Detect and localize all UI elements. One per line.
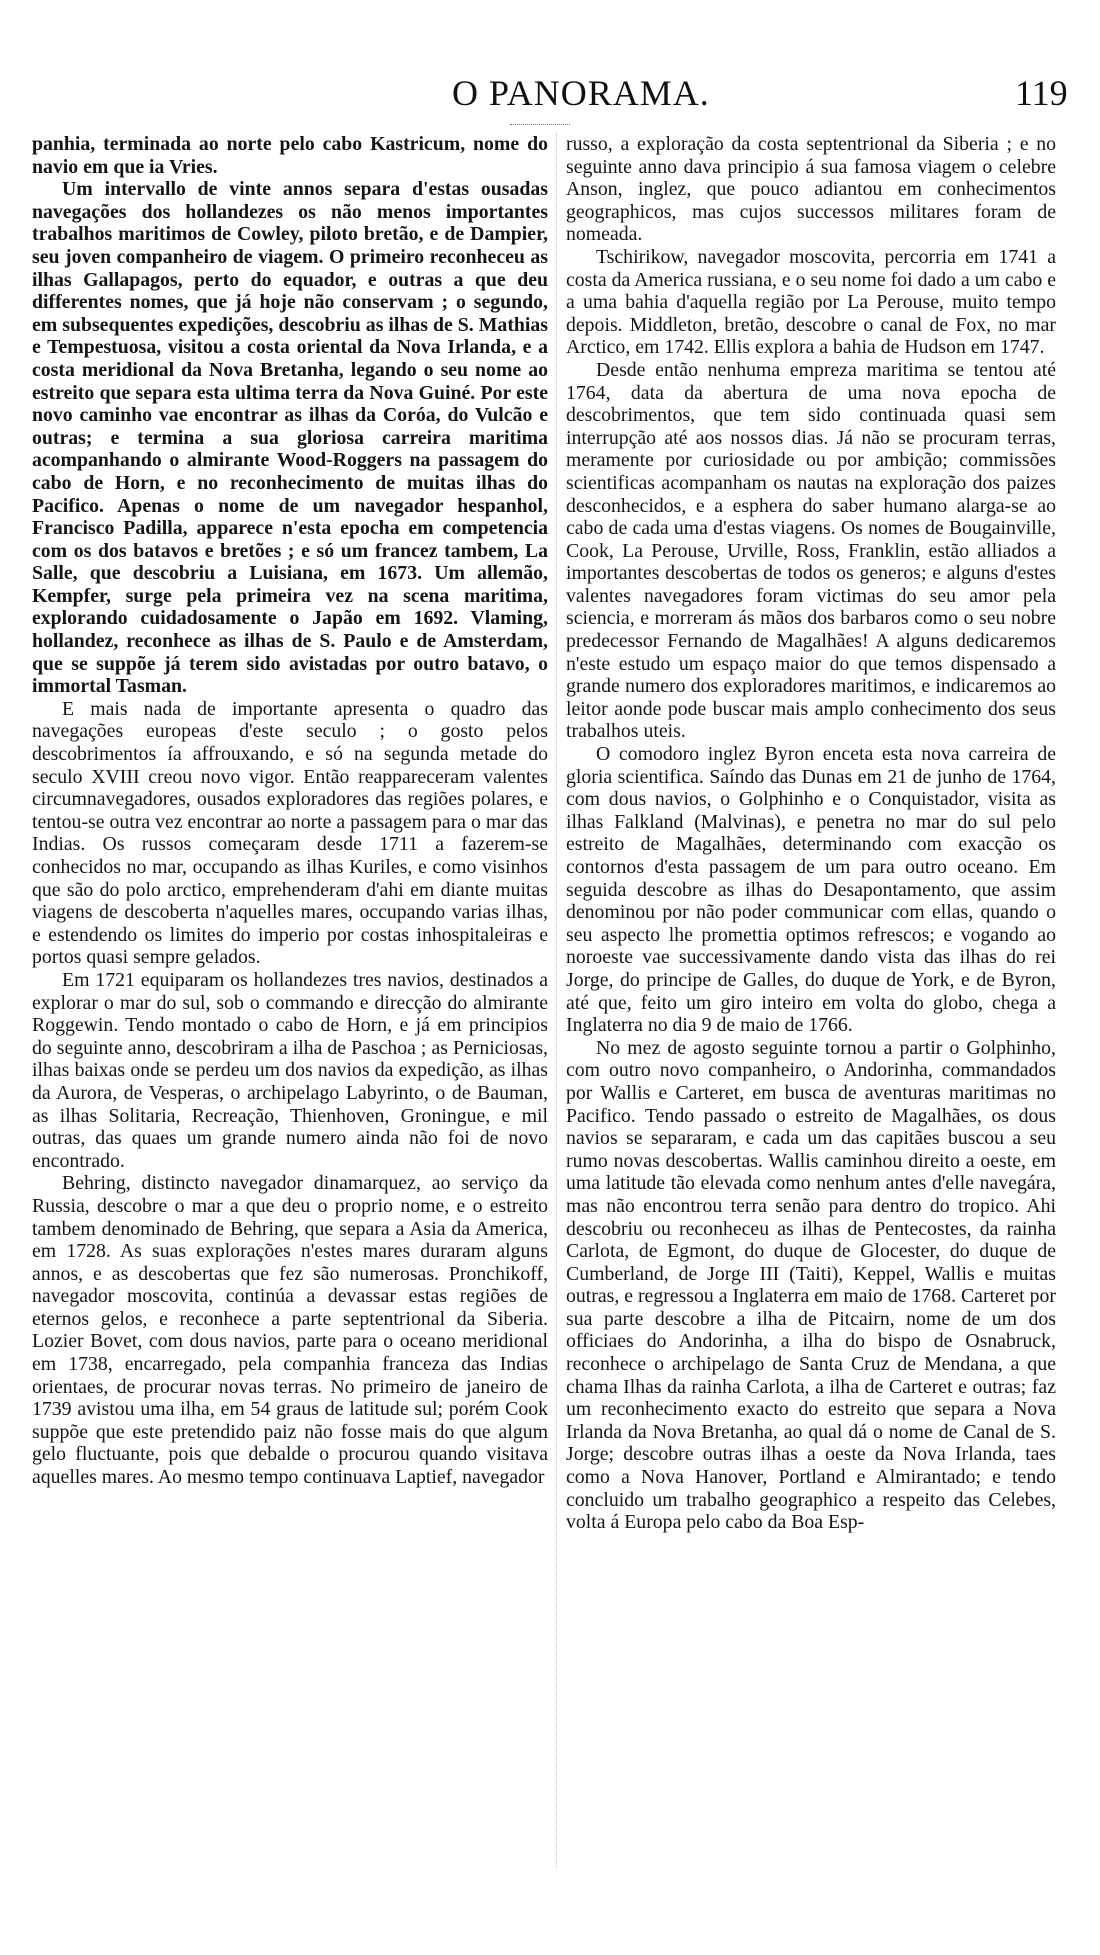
- paragraph: Tschirikow, navegador moscovita, percorria em 1741 a costa da America russiana, e o seu nome foi dado a um cabo e a uma bahia d'aquella região por La Perouse, muito tempo depois. Middleton, bretão, descobre o canal de Fox, no mar Arctico, em 1742. Ellis explora a bahia de Hudson em 1747.: [566, 245, 1056, 359]
- paragraph: O comodoro inglez Byron enceta esta nova carreira de gloria scientifica. Saíndo das Dunas em 21 de junho de 1764, com dous navios, o Golphinho e o Conquistador, visita as ilhas Falkland (Malvinas), e penetra no mar do sul pelo estreito de Magalhães, determinando com exacção os contornos d'esta passagem de um para outro oceano. Em seguida descobre as ilhas do Desapontamento, que assim denominou por não poder communicar com ellas, quando o seu aspecto lhe promettia optimos refrescos; e vogando ao noroeste vae successivamente dando vista das ilhas do rei Jorge, do principe de Galles, do duque de York, e de Byron, até que, feito um giro inteiro em volta do globo, chega a Inglaterra no dia 9 de maio de 1766.: [566, 743, 1056, 1037]
- paragraph: Behring, distincto navegador dinamarquez, ao serviço da Russia, descobre o mar a que deu o proprio nome, e o estreito tambem denominado de Behring, que separa a Asia da America, em 1728. As suas explorações n'estes mares duraram alguns annos, e as descobertas que fez são numerosas. Pronchikoff, navegador moscovita, continúa a devassar estas regiões de eternos gelos, e reconhece a parte septentrional da Siberia. Lozier Bovet, com dous navios, parte para o oceano meridional em 1738, encarregado, pela companhia franceza das Indias orientaes, de procurar novas terras. No primeiro de janeiro de 1739 avistou uma ilha, em 54 graus de latitude sul; porém Cook suppõe que este pretendido paiz não fosse mais do que algum gelo fluctuante, pois que debalde o procurou quando visitava aquelles mares. Ao mesmo tempo continuava Laptief, navegador: [32, 1172, 548, 1489]
- paragraph: No mez de agosto seguinte tornou a partir o Golphinho, com outro novo companheiro, o Andorinha, commandados por Wallis e Carteret, em busca de aventuras maritimas no Pacifico. Tendo passado o estreito de Magalhães, os dous navios se separaram, e cada um das capitães buscou a seu rumo novas descobertas. Wallis caminhou direito a oeste, em uma latitude tão elevada como nenhum antes d'elle navegára, mas não encontrou terra senão para dentro do tropico. Ahi descobriu ou reconheceu as ilhas de Pentecostes, da rainha Carlota, de Egmont, do duque de Glocester, do duque de Cumberland, de Jorge III (Taiti), Keppel, Wallis e muitas outras, e regressou a Inglaterra em maio de 1768. Carteret por sua parte descobre a ilha de Pitcairn, nome de um dos officiaes do Andorinha, a ilha do bispo de Osnabruck, reconhece o archipelago de Santa Cruz de Mendana, a que chama Ilhas da rainha Carlota, a ilha de Carteret e outras; faz um reconhecimento exacto do estreito que separa a Nova Irlanda da Nova Bretanha, ao qual dá o nome de Canal de S. Jorge; descobre outras ilhas a oeste da Nova Irlanda, taes como a Nova Hanover, Portland e Almirantado; e tendo concluido um trabalho geographico a respeito das Celebes, volta á Europa pelo cabo da Boa Esp-: [566, 1036, 1056, 1534]
- right-column: [566, 133, 1056, 1534]
- paragraph: Um intervallo de vinte annos separa d'estas ousadas navegações dos hollandezes os não menos importantes trabalhos maritimos de Cowley, piloto bretão, e de Dampier, seu joven companheiro de viagem. O primeiro reconheceu as ilhas Gallapagos, perto do equador, e outras a que deu differentes nomes, que já hoje não conservam ; o segundo, em subsequentes expedições, descobriu as ilhas de S. Mathias e Tempestuosa, visitou a costa oriental da Nova Irlanda, e a costa meridional da Nova Bretanha, legando o seu nome ao estreito que separa esta ultima terra da Nova Guiné. Por este novo caminho vae encontrar as ilhas da Coróa, do Vulcão e outras; e termina a sua gloriosa carreira maritima acompanhando o almirante Wood-Roggers na passagem do cabo de Horn, e no reconhecimento de muitas ilhas do Pacifico. Apenas o nome de um navegador hespanhol, Francisco Padilla, apparece n'esta epocha em competencia com os dos batavos e bretões ; e só um francez tambem, La Salle, que descobriu a Luisiana, em 1673. Um allemão, Kempfer, surge pela primeira vez na scena maritima, explorando cuidadosamente o Japão em 1692. Vlaming, hollandez, reconhece as ilhas de S. Paulo e de Amsterdam, que se suppõe já terem sido avistadas por outro batavo, o immortal Tasman.: [32, 178, 548, 698]
- paragraph: russo, a exploração da costa septentrional da Siberia ; e no seguinte anno dava principio á sua famosa viagem o celebre Anson, inglez, que pouco adiantou em conhecimentos geographicos, mas cujos successos militares foram de nomeada.: [566, 133, 1056, 246]
- paragraph: E mais nada de importante apresenta o quadro das navegações europeas d'este seculo ; o gosto pelos descobrimentos ía affrouxando, e só na segunda metade do seculo XVIII creou novo vigor. Então reappareceram valentes circumnavegadores, ousados exploradores das regiões polares, e tentou-se outra vez encontrar ao norte a passagem para o mar das Indias. Os russos começaram desde 1711 a fazerem-se conhecidos no mar, occupando as ilhas Kuriles, e como visinhos que são do polo arctico, emprehenderam d'ahi em diante muitas viagens de descoberta n'aquelles mares, occupando varias ilhas, e estendendo os limites do imperio por costas inhospitaleiras e portos quasi sempre gelados.: [32, 697, 548, 969]
- paragraph: Desde então nenhuma empreza maritima se tentou até 1764, data da abertura de uma nova epocha de descobrimentos, que tem sido continuada quasi sem interrupção até aos nossos dias. Já não se procuram terras, meramente por curiosidade ou por ambição; commissões scientificas acompanham os nautas na exploração dos paizes desconhecidos, e a esphera do saber humano alarga-se ao cabo de cada uma d'estas viagens. Os nomes de Bougainville, Cook, La Perouse, Urville, Ross, Franklin, estão alliados a importantes descobertas de todos os generos; e alguns d'estes valentes navegadores foram victimas do seu amor pela sciencia, e morreram ás mãos dos barbaros como o seu nobre predecessor Fernando de Magalhães! A alguns dedicaremos n'este estudo um espaço maior do que temos dispensado a grande numero dos exploradores maritimos, e indicaremos ao leitor aonde pode buscar mais amplo conhecimento dos seus trabalhos uteis.: [566, 358, 1056, 743]
- page-title: O PANORAMA.: [452, 73, 710, 113]
- paragraph: panhia, terminada ao norte pelo cabo Kastricum, nome do navio em que ia Vries.: [32, 133, 548, 178]
- page-number: 119: [1015, 73, 1068, 113]
- page-header: [0, 72, 1100, 120]
- paragraph: Em 1721 equiparam os hollandezes tres navios, destinados a explorar o mar do sul, sob o commando e direcção do almirante Roggewin. Tendo montado o cabo de Horn, e já em principios do seguinte anno, descobriram a ilha de Paschoa ; as Perniciosas, ilhas baixas onde se perdeu um dos navios da expedição, as ilhas da Aurora, de Vesperas, o archipelago Labyrinto, o de Bauman, as ilhas Solitaria, Recreação, Thienhoven, Groningue, e mil outras, das quaes um grande numero ainda não foi de novo encontrado.: [32, 968, 548, 1172]
- header-rule: [510, 124, 570, 125]
- left-column: [32, 133, 548, 1489]
- column-divider: [556, 133, 557, 1868]
